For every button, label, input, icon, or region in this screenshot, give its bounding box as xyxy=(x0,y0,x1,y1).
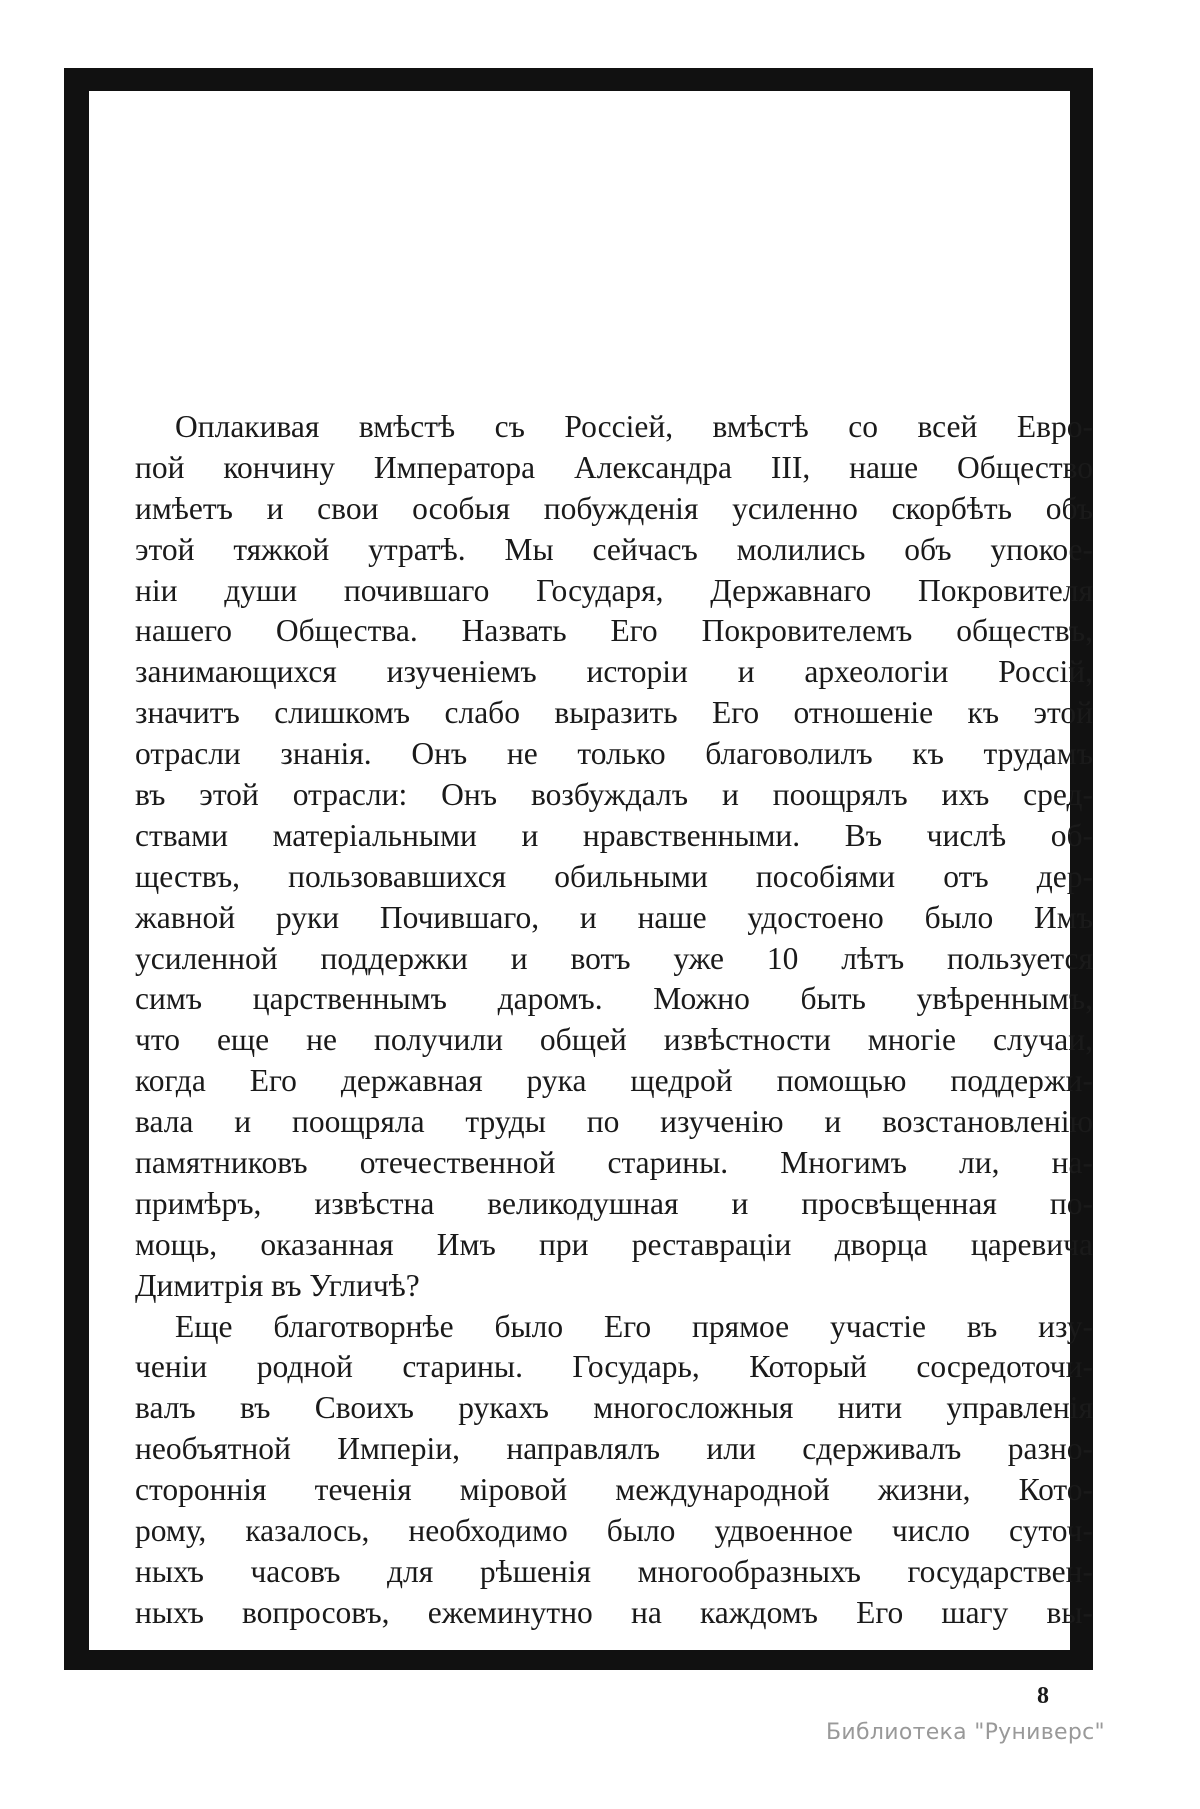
text-line: занимающихся изученіемъ исторіи и археологіи Россій, xyxy=(135,654,1093,690)
text-line: примѣръ, извѣстна великодушная и просвѣщенная по- xyxy=(135,1185,1093,1221)
text-line: отрасли знанія. Онъ не только благоволилъ къ трудамъ xyxy=(135,736,1093,772)
text-line: рому, казалось, необходимо было удвоенное число суточ- xyxy=(135,1513,1093,1549)
text-line: пой кончину Императора Александра III, наше Общество xyxy=(135,449,1093,485)
text-line: ствами матеріальными и нравственными. Въ числѣ об- xyxy=(135,817,1093,853)
text-line: значитъ слишкомъ слабо выразить Его отношеніе къ этой xyxy=(135,695,1093,731)
text-line: нашего Общества. Назвать Его Покровителемъ обществъ, xyxy=(135,613,1093,649)
text-line: усиленной поддержки и вотъ уже 10 лѣтъ пользуется xyxy=(135,940,1093,976)
text-line: имѣетъ и свои особыя побужденія усиленно скорбѣть объ xyxy=(135,490,1093,526)
text-line: когда Его державная рука щедрой помощью поддержи- xyxy=(135,1063,1093,1099)
text-line: ныхъ часовъ для рѣшенія многообразныхъ государствен- xyxy=(135,1553,1093,1589)
text-line: ніи души почившаго Государя, Державнаго Покровителя xyxy=(135,572,1093,608)
text-line: въ этой отрасли: Онъ возбуждалъ и поощрялъ ихъ сред- xyxy=(135,777,1093,813)
page-frame xyxy=(64,68,1093,1670)
text-line: валъ въ Своихъ рукахъ многосложныя нити управленія xyxy=(135,1390,1093,1426)
text-line: мощь, оказанная Имъ при реставраціи дворца царевича xyxy=(135,1226,1093,1262)
text-line: симъ царственнымъ даромъ. Можно быть увѣреннымъ, xyxy=(135,981,1093,1017)
paragraph xyxy=(135,1307,1093,1634)
text-line: вала и поощряла труды по изученію и возстановленію xyxy=(135,1104,1093,1140)
text-line: ществъ, пользовавшихся обильными пособіями отъ дер- xyxy=(135,858,1093,894)
text-line: стороннія теченія міровой международной жизни, Кото- xyxy=(135,1472,1093,1508)
text-line: памятниковъ отечественной старины. Многимъ ли, на- xyxy=(135,1145,1093,1181)
text-line: Димитрія въ Угличѣ? xyxy=(135,1267,420,1303)
library-watermark: Библиотека "Руниверс" xyxy=(826,1720,1105,1745)
text-line: ченіи родной старины. Государь, Который сосредоточи- xyxy=(135,1349,1093,1385)
paragraph xyxy=(135,407,1093,1307)
text-line: жавной руки Почившаго, и наше удостоено было Имъ xyxy=(135,899,1093,935)
text-line: Оплакивая вмѣстѣ съ Россіей, вмѣстѣ со всей Евро- xyxy=(175,409,1093,444)
text-line: необъятной Имперіи, направлялъ или сдерживалъ разно- xyxy=(135,1431,1093,1467)
body-text xyxy=(135,407,1093,1634)
text-line: ныхъ вопросовъ, ежеминутно на каждомъ Его шагу вы- xyxy=(135,1594,1093,1630)
page-number: 8 xyxy=(1037,1683,1049,1709)
text-line: что еще не получили общей извѣстности многіе случаи, xyxy=(135,1022,1093,1058)
text-line: этой тяжкой утратѣ. Мы сейчасъ молились объ упокое- xyxy=(135,531,1093,567)
text-line: Еще благотворнѣе было Его прямое участіе въ изу- xyxy=(175,1308,1093,1344)
